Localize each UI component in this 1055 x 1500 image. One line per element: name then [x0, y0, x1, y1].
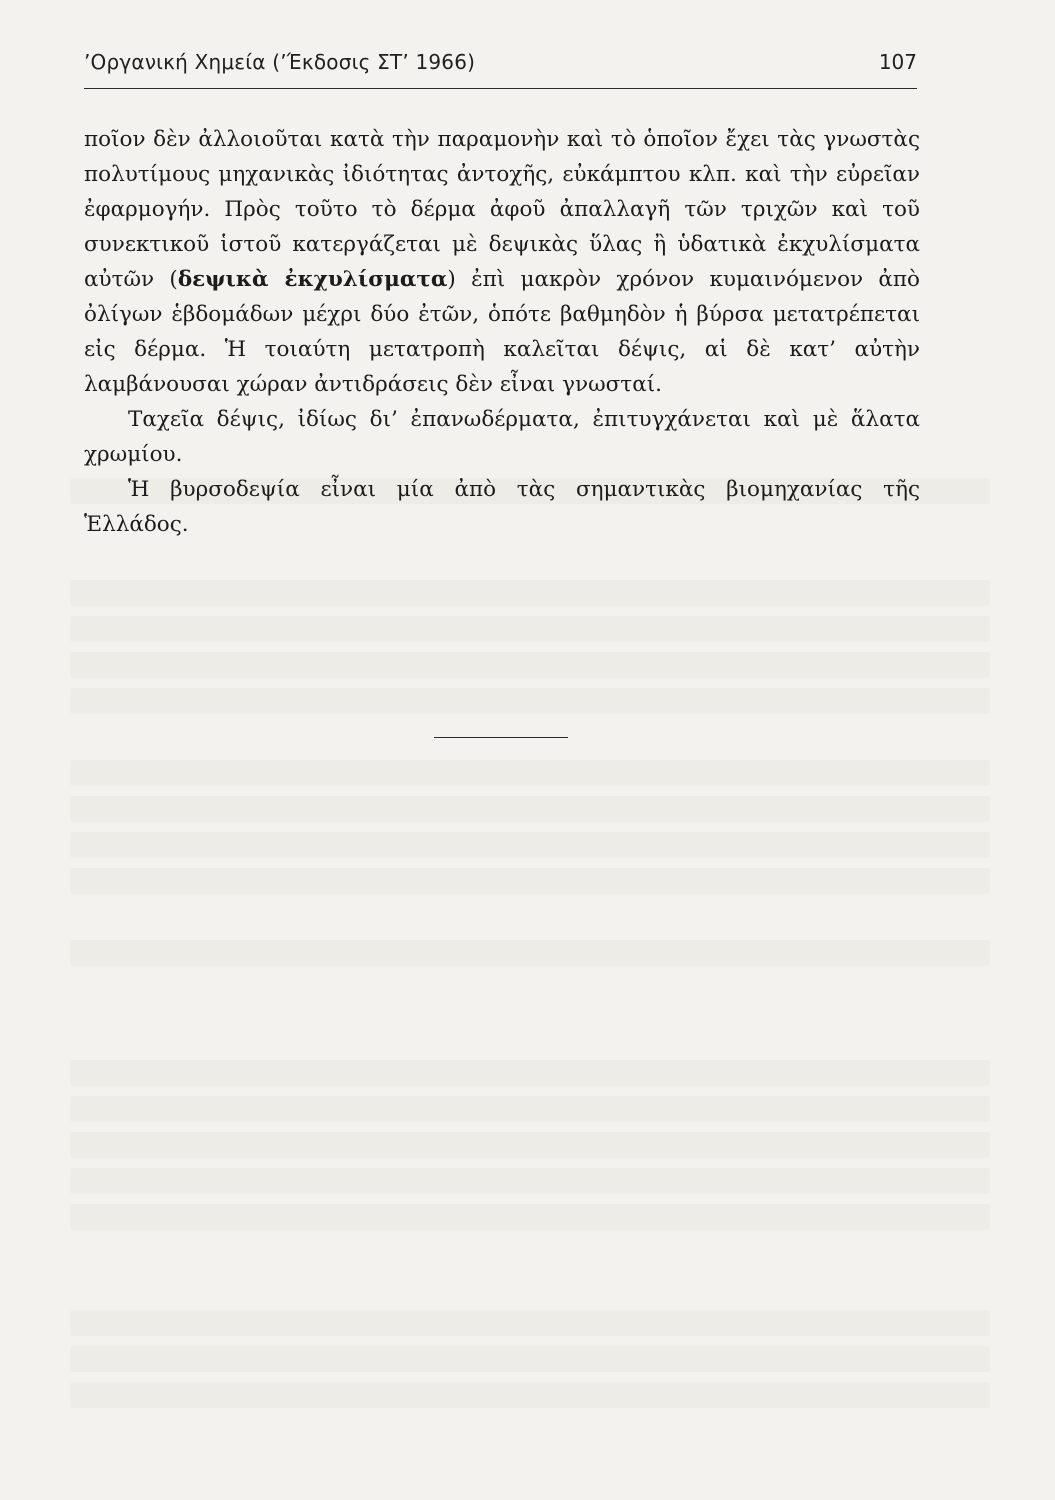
bleed-through-line [70, 1060, 990, 1086]
section-end-rule [434, 737, 568, 738]
bleed-through-line [70, 616, 990, 642]
bleed-through-line [70, 832, 990, 858]
running-title: ’Οργανική Χημεία (’Έκδοσις ΣΤ’ 1966) [84, 50, 476, 74]
body-text [84, 122, 920, 542]
bleed-through-line [70, 1310, 990, 1336]
paragraph-tanning [84, 122, 920, 402]
bleed-through-line [70, 796, 990, 822]
bleed-through-line [70, 688, 990, 714]
bleed-through-line [70, 1204, 990, 1230]
bleed-through-line [70, 652, 990, 678]
bold-term: δεψικὰ ἐκχυλίσματα [177, 267, 448, 292]
paragraph-text: ) ἐπὶ μακρὸν χρόνον κυμαινόμενον ἀπὸ ὀλίγων ἑβδομάδων μέχρι δύο ἐτῶν, ὁπότε βαθμηδὸν ἡ βύρσα μετατρέπεται εἰς δέρμα. Ἡ τοιαύτη μετατροπὴ καλεῖται δέψις, αἱ δὲ κατ’ αὐτὴν λαμβάνουσαι χώραν ἀντιδράσεις δὲν εἶναι γνωσταί. [84, 267, 920, 397]
bleed-through-line [70, 1132, 990, 1158]
bleed-through-line [70, 868, 990, 894]
page-number: 107 [878, 50, 917, 74]
bleed-through-line [70, 940, 990, 966]
bleed-through-line [70, 1168, 990, 1194]
bleed-through-line [70, 580, 990, 606]
paragraph-tannery-industry: Ἡ βυρσοδεψία εἶναι μία ἀπὸ τὰς σημαντικὰς βιομηχανίας τῆς Ἑλλάδος. [84, 477, 920, 537]
paragraph-text: ποῖον δὲν ἀλλοιοῦται κατὰ τὴν παραμονὴν καὶ τὸ ὁποῖον ἔχει τὰς γνωστὰς πολυτίμους μηχανικὰς ἰδιότητας ἀντοχῆς, εὐκάμπτου κλπ. καὶ τὴν εὐρεῖαν ἐφαρμογήν. Πρὸς τοῦτο τὸ δέρμα ἀφοῦ ἀπαλλαγῆ τῶν τριχῶν καὶ τοῦ συνεκτικοῦ ἱστοῦ κατεργάζεται μὲ δεψικὰς ὕλας ἢ ὑδατικὰ ἐκχυλίσματα αὐτῶν ( [84, 127, 920, 292]
bleed-through-line [70, 1382, 990, 1408]
bleed-through-line [70, 1346, 990, 1372]
page-header [84, 48, 917, 89]
bleed-through-line [70, 1096, 990, 1122]
bleed-through-line [70, 760, 990, 786]
paragraph-fast-tanning: Ταχεῖα δέψις, ἰδίως δι’ ἐπανωδέρματα, ἐπιτυγχάνεται καὶ μὲ ἅλατα χρωμίου. [84, 407, 920, 467]
